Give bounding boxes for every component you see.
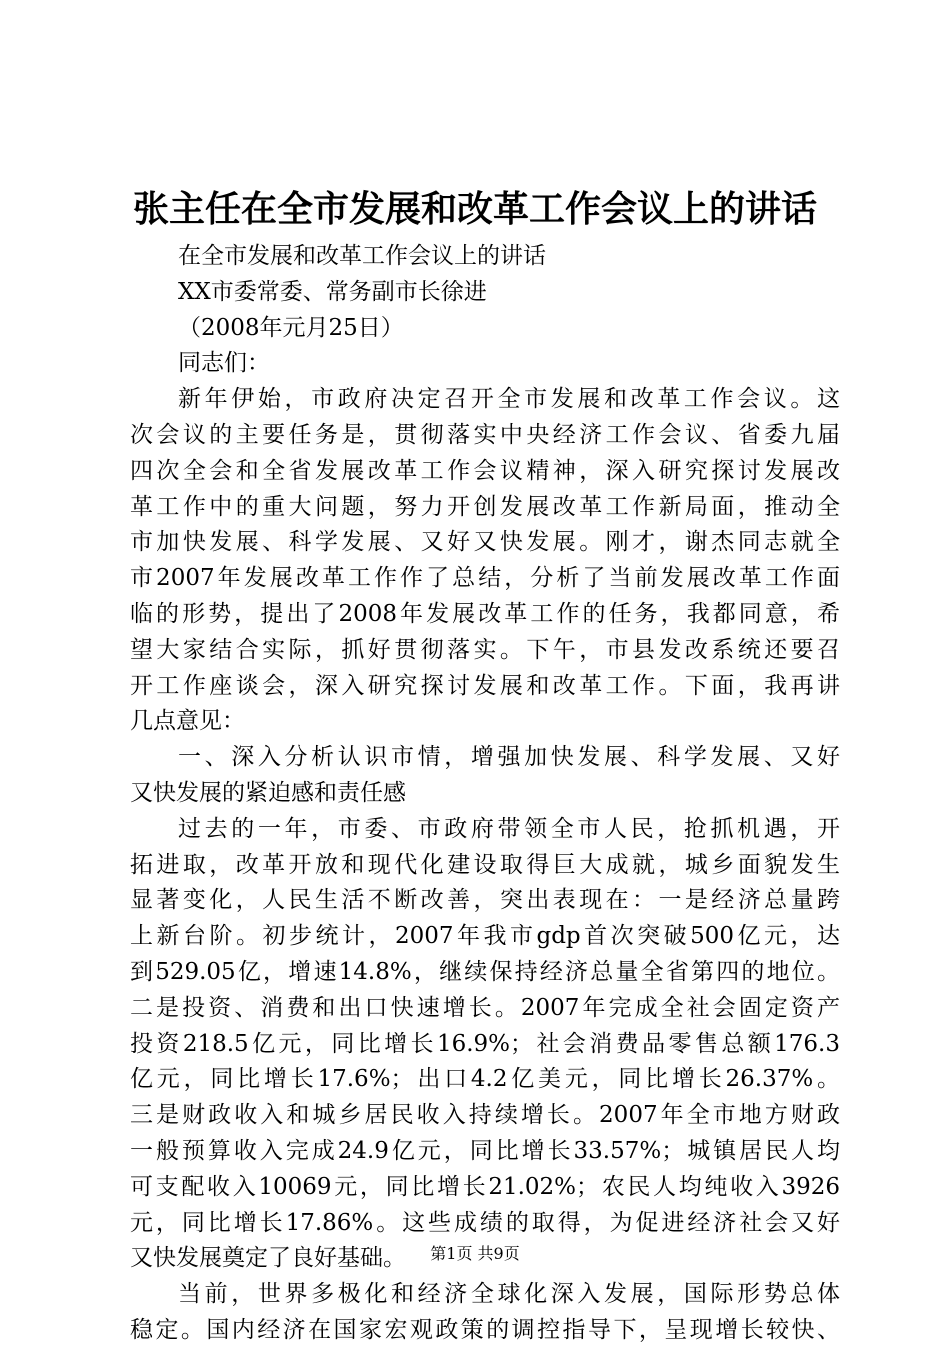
body-line: 又快发展的紧迫感和责任感	[130, 779, 406, 806]
body-line: 又快发展奠定了良好基础。	[130, 1245, 406, 1272]
document-title: 张主任在全市发展和改革工作会议上的讲话	[132, 188, 817, 230]
page-number-footer: 第1页 共9页	[430, 1244, 520, 1263]
body-line: 元，同比增长17.86%。这些成绩的取得，为促进经济社会又好	[130, 1209, 840, 1236]
body-line: 可支配收入10069元，同比增长21.02%；农民人均纯收入3926	[130, 1173, 840, 1200]
body-line: 当前，世界多极化和经济全球化深入发展，国际形势总体	[178, 1281, 840, 1308]
body-line: 市2007年发展改革工作作了总结，分析了当前发展改革工作面	[130, 565, 840, 592]
body-line: XX市委常委、常务副市长徐进	[178, 278, 487, 305]
body-line: 稳定。国内经济在国家宏观政策的调控指导下，呈现增长较快、	[130, 1316, 840, 1343]
body-line: 上新台阶。初步统计，2007年我市gdp首次突破500亿元，达	[130, 923, 840, 950]
body-line: 同志们：	[178, 350, 270, 377]
body-line: 市加快发展、科学发展、又好又快发展。刚才，谢杰同志就全	[130, 529, 840, 556]
body-line: 四次全会和全省发展改革工作会议精神，深入研究探讨发展改	[130, 457, 840, 484]
body-line: 一般预算收入完成24.9亿元，同比增长33.57%；城镇居民人均	[130, 1137, 840, 1164]
body-line: 新年伊始，市政府决定召开全市发展和改革工作会议。这	[178, 386, 840, 413]
body-line: 到529.05亿，增速14.8%，继续保持经济总量全省第四的地位。	[130, 958, 840, 985]
body-line: 望大家结合实际，抓好贯彻落实。下午，市县发改系统还要召	[130, 636, 840, 663]
body-line: 亿元，同比增长17.6%；出口4.2亿美元，同比增长26.37%。	[130, 1066, 840, 1093]
body-line: 在全市发展和改革工作会议上的讲话	[178, 243, 546, 269]
body-line: 几点意见：	[130, 708, 245, 735]
body-line: 临的形势，提出了2008年发展改革工作的任务，我都同意，希	[130, 600, 840, 627]
body-line: 显著变化，人民生活不断改善，突出表现在：一是经济总量跨	[130, 887, 840, 914]
body-line: 拓进取，改革开放和现代化建设取得巨大成就，城乡面貌发生	[130, 851, 840, 878]
body-line: 二是投资、消费和出口快速增长。2007年完成全社会固定资产	[130, 994, 840, 1021]
document-body	[130, 239, 840, 1349]
body-line: 三是财政收入和城乡居民收入持续增长。2007年全市地方财政	[130, 1102, 840, 1129]
body-line: （2008年元月25日）	[178, 314, 404, 341]
body-line: 次会议的主要任务是，贯彻落实中央经济工作会议、省委九届	[130, 421, 840, 448]
body-line: 投资218.5亿元，同比增长16.9%；社会消费品零售总额176.3	[130, 1030, 840, 1057]
body-line: 革工作中的重大问题，努力开创发展改革工作新局面，推动全	[130, 493, 840, 520]
body-line: 开工作座谈会，深入研究探讨发展和改革工作。下面，我再讲	[130, 672, 840, 699]
body-line: 一、深入分析认识市情，增强加快发展、科学发展、又好	[178, 744, 840, 771]
body-line: 过去的一年，市委、市政府带领全市人民，抢抓机遇，开	[178, 815, 840, 842]
